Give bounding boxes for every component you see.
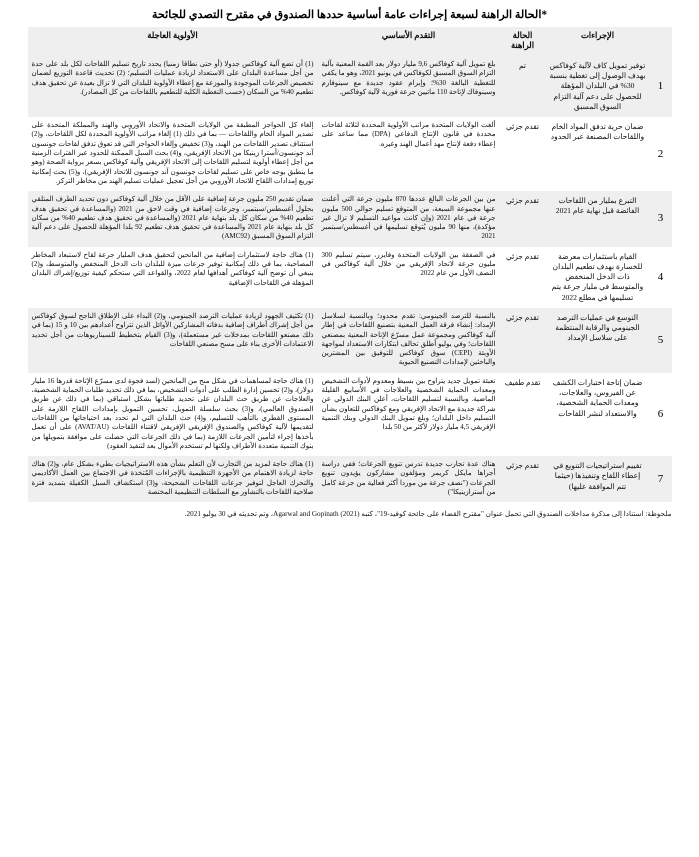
row-number: 3: [650, 191, 672, 246]
status-matrix-table: [28, 27, 672, 502]
row-priority-text: (1) هناك حاجة لمساهمات في شكل منح من المانحين (لسد فجوة لدى مسرّع الإتاحة قدرها 16 مليار دولار)، و(2) تحسين إدارة الطلب على أدوات التشخيص، بما في ذلك تحديد طلبات الحماية الشخصية، والعلاجات عن طريق حث البلدان على تحديد طلباتها بشكل استباقي (بما في ذلك عن طريق الصندوق العالمي)، و(3) بحث سلسلة التمويل، تحسين التمويل بإمدادات اللقاح اللازمة على المستوى القطري بالتأهب للتسليم، و(4) حث البلدان التي لم تحدد بعد احتياجاتها من اللقاحات لتقديمها لآلية كوفاكس والصندوق الإفريقي الإفريقي لاقتناء اللقاحات (AVAT/AU) على أن تعمل بأخذها إجراء لتأمين الجرعات اللازمة (بما في ذلك الجرعات التي حصلت على موافقة بتمويلها من بنوك التنمية متعددة الأطراف ولكنها لم تستخدم الأموال بعد لتنفيذ العقود): [28, 373, 318, 456]
column-header-status: الحالة الراهنة: [500, 27, 546, 56]
column-header-progress: التقدم الأساسي: [318, 27, 500, 56]
row-priority-text: ضمان تقديم 250 مليون جرعة إضافية على الأقل من خلال آلية كوفاكس دون تحديد الطرف المتلقي بحلول أغسطس/سبتمبر، وجرعات إضافية في وقت لاحق من 2021 (والمساعدة في تحقيق هدف تطعيم 40% من سكان كل بلد بنهاية عام 2021 (والمساعدة في تحقيق هدف تطعيم 40% من سكان كل بلد بنهاية عام 2021 والمساعدة في تحقيق هدف تطعيم 92 بلدا المؤهلة للحصول على دعم آلية التزام السوق المسبق (AMC92): [28, 191, 318, 246]
row-number: 4: [650, 247, 672, 308]
row-priority-text: (1) هناك حاجة لمزيد من التجارب لأن التعلم بشأن هذه الاستراتيجيات بطيء بشكل عام، و(2) هناك حاجة لزيادة الاهتمام من الأجهزة التنظيمية بالإجراءات المُتخذة في الاجتماع بين العمل الأكاديمي والتحرك العاجل لتوفير جرعات اللقاحات الشحيحة، و(3) استكشاف السبل الكفيلة بتمديد فترة صلاحية اللقاحات بالتشاور مع السلطات التنظيمية المختصة: [28, 456, 318, 502]
table-body: [28, 56, 672, 502]
row-progress-text: بالنسبة للترصد الجينومي: تقدم محدود؛ وبالنسبة لسلاسل الإمداد: إنشاء فرقة العمل المعنية بتصنيع اللقاحات في إطار آلية كوفاكس ومجموعة عمل مسرّع الإتاحة المعنية بمصنعي اللقاحات؛ وفي يوليو أطلق تحالف ابتكارات الاستعداد لمواجهة الأوبئة (CEPI) سوق كوفاكس للتوفيق بين المشترين والباحثين لإمدادات التصنيع الحيوية: [318, 308, 500, 373]
row-priority-text: (1) هناك حاجة لاستثمارات إضافية من المانحين لتحقيق هدف المليار جرعة لقاح لاستبعاد المخاطر المصاحبة، بما في ذلك إمكانية توفير جرعات ميزة للبلدان ذات الدخل المنخفض والمتوسط، و(2) ينبغي أن توضح آلية كوفاكس أهدافها لعام 2022، والقواعد التي ستحكم كيفية توزيع/إشراك البلدان المؤهلة في اللقاحات الإضافية: [28, 247, 318, 308]
row-action-label: تقييم استراتيجيات التنويع في إعطاء اللقاح وتنفيذها (حيثما تتم الموافقة عليها): [546, 456, 650, 502]
row-status-badge: تقدم جزئي: [500, 247, 546, 308]
row-action-label: التبرع بمليار من اللقاحات الفائضة قبل نهاية عام 2021: [546, 191, 650, 246]
row-status-badge: تقدم جزئي: [500, 308, 546, 373]
row-action-label: توفير تمويل كاف لآلية كوفاكس بهدف الوصول إلى تغطية بنسبة 30% في البلدان المؤهلة للحصول على دعم آلية التزام السوق المسبق: [546, 56, 650, 117]
row-action-label: القيام باستثمارات معرضة للخسارة بهدف تطعيم البلدان ذات الدخل المنخفض والمتوسط في مليار جرعة يتم تسليمها في مطلع 2022: [546, 247, 650, 308]
header-row: [28, 27, 672, 56]
row-progress-text: في الصفقة بين الولايات المتحدة وفايزر، سيتم تسليم 300 مليون جرعة لاتحاد الإفريقي من خلال آلية كوفاكس في النصف الأول من عام 2022: [318, 247, 500, 308]
row-priority-text: إلغاء كل الحواجز المطبقة من الولايات المتحدة والاتحاد الأوروبي والهند والمملكة المتحدة على تصدير المواد الخام واللقاحات — بما في ذلك (1) إلغاء مراتب الأولوية المحددة لكل اللقاحات، و(2) استئناف تصدير اللقاحات من الهند، و(3) تخفيض وإلغاء الحواجز التي قد تعوق تدفق لقاحات جونسون آند جونسون/أسترا زينيكا من الاتحاد الإفريقي، و(4) بحث السبل الممكنة للحدود عبر الفترات الزمنية من أجل إعطاء أولوية لتسليم اللقاحات إلى الاتحاد الإفريقي وآلية كوفاكس بسعر برواية الصحة (وهو ما ينطبق بوجه خاص على تسليم لقاحات جونسون آند جونسون للاتحاد الإفريقي)، و(5) بحث إمكانية توريع إمدادات اللقاح للاتحاد الأوروبي من أجل تعجيل عمليات تسليم الهند من مخاطر التركز.: [28, 117, 318, 191]
row-progress-text: تعبئة تمويل جديد يتراوح بين بسيط ومعدوم لأدوات التشخيص ومعدات الحماية الشخصية والعلاجات في الأسابيع القليلة الماضية. وبالنسبة لتسليم اللقاحات، أعلن البنك الدولي عن شراكة جديدة مع الاتحاد الإفريقي ومع كوفاكس للتعاون بشأن التسليم داخل البلدان؛ وبلغ تمويل البنك الدولي وبنك التنمية الإفريقي 4,5 مليار دولار لأكثر من 50 بلدا: [318, 373, 500, 456]
row-progress-text: بلغ تمويل آلية كوفاكس 9,6 مليار دولار بعد القمة المعنية بآلية التزام السوق المسبق لكوفاكس في يونيو 2021، وهو ما يكفي للتغطية البالغة 30%؛ وإبرام عقود جديدة مع سينوفارم وسينوفاك لإتاحة 110 ماتيين جرعة فورية لآلية كوفاكس.: [318, 56, 500, 117]
row-status-badge: تقدم جزئي: [500, 191, 546, 246]
row-number: 5: [650, 308, 672, 373]
source-footnote: ملحوظة: استنادا إلى مذكرة مداخلات الصندوق التي تحمل عنوان "مقترح القضاء على جائحة كوفيد-19"، كتبه Agarwal and Gopinath (2021)، وتم تحديثه في 30 يوليو 2021.: [184, 510, 672, 519]
table-row: [28, 56, 672, 117]
table-row: [28, 373, 672, 456]
row-progress-text: هناك عدة تجارب جديدة تدرس تنويع الجرعات؛ ففي دراسة أجراها مايكل كريمر ومؤلفون مشاركون يؤيدون تنويع الجرعات ("نصف جرعة من موردا أكثر فعالية من جرعة كامل من أسترازينيكا"): [318, 456, 500, 502]
column-header-priority: الأولوية العاجلة: [28, 27, 318, 56]
row-priority-text: (1) أن تضع آلية كوفاكس جدولا (أو حتى نطاقا زمنيا) يحدد تاريخ تسليم اللقاحات لكل بلد على حدة من أجل مساعدة البلدان على الاستعداد لزيادة عمليات التسليم؛ (2) تحديث قاعدة التوزيع لضمان تخصيص الجرعات الموجودة والموزعة مع إعطاء الأولوية للبلدان التي لا تزال بعيدة عن تحقيق هدف تطعيم 40% من السكان (حسب التغطية الكلية للتطعيم باللقاحات من كل المصادر).: [28, 56, 318, 117]
row-number: 6: [650, 373, 672, 456]
row-action-label: ضمان حرية تدفق المواد الخام واللقاحات المصنعة عبر الحدود: [546, 117, 650, 191]
table-row: [28, 117, 672, 191]
column-header-number: [650, 27, 672, 56]
column-header-actions: الإجراءات: [546, 27, 650, 56]
row-number: 1: [650, 56, 672, 117]
row-status-badge: تقدم جزئي: [500, 117, 546, 191]
row-progress-text: ألغت الولايات المتحدة مراتب الأولوية المحددة لثلاثة لقاحات محددة في قانون الإنتاج الدفاعي (DPA) مما ساعد على إعطاء دفعة لإنتاج مهد أعمال الهند وغيره.: [318, 117, 500, 191]
table-header: [28, 27, 672, 56]
row-priority-text: (1) تكثيف الجهود لزيادة عمليات الترصد الجينومي، و(2) البداء على الإطلاق الناجح لسوق كوفاكس من أجل إشراك أطراف إضافية بدفاته المشاركين الأوائل الذين تتراوح أعدادهم بين 10 و 15 (بما في ذلك مصنعو اللقاحات بمدخلات غير مستعملة)، و(3) القيام بتخطيط للسيناريوهات من أجل تحديد الاعتمادات الأخرى بناء على مسح مصنعي اللقاحات: [28, 308, 318, 373]
row-status-badge: تم: [500, 56, 546, 117]
row-action-label: ضمان إتاحة اختبارات الكشف عن الفيروس، والعلاجات، ومعدات الحماية الشخصية، والاستعداد لنشر اللقاحات: [546, 373, 650, 456]
page-title: *الحالة الراهنة لسبعة إجراءات عامة أساسية حددها الصندوق في مقترح التصدي للجائحة: [151, 9, 548, 21]
table-row: [28, 191, 672, 246]
row-action-label: التوسع في عمليات الترصد الجينومي والرقابة المنتظمة على سلاسل الإمداد: [546, 308, 650, 373]
row-progress-text: من بين الجرعات البالغ عددها 870 مليون جرعة التي أعلنت عنها مجموعة السبعة، من المتوقع تسليم حوالي 500 مليون جرعة في عام 2021 (وإن كانت مواعيد التسليم لا تزال غير مؤكدة)، منها 90 مليون يُتوقع تسليمها في أغسطس/سبتمبر 2021: [318, 191, 500, 246]
row-number: 2: [650, 117, 672, 191]
row-number: 7: [650, 456, 672, 502]
table-row: [28, 308, 672, 373]
row-status-badge: تقدم جزئي: [500, 456, 546, 502]
table-row: [28, 247, 672, 308]
row-status-badge: تقدم طفيف: [500, 373, 546, 456]
table-row: [28, 456, 672, 502]
